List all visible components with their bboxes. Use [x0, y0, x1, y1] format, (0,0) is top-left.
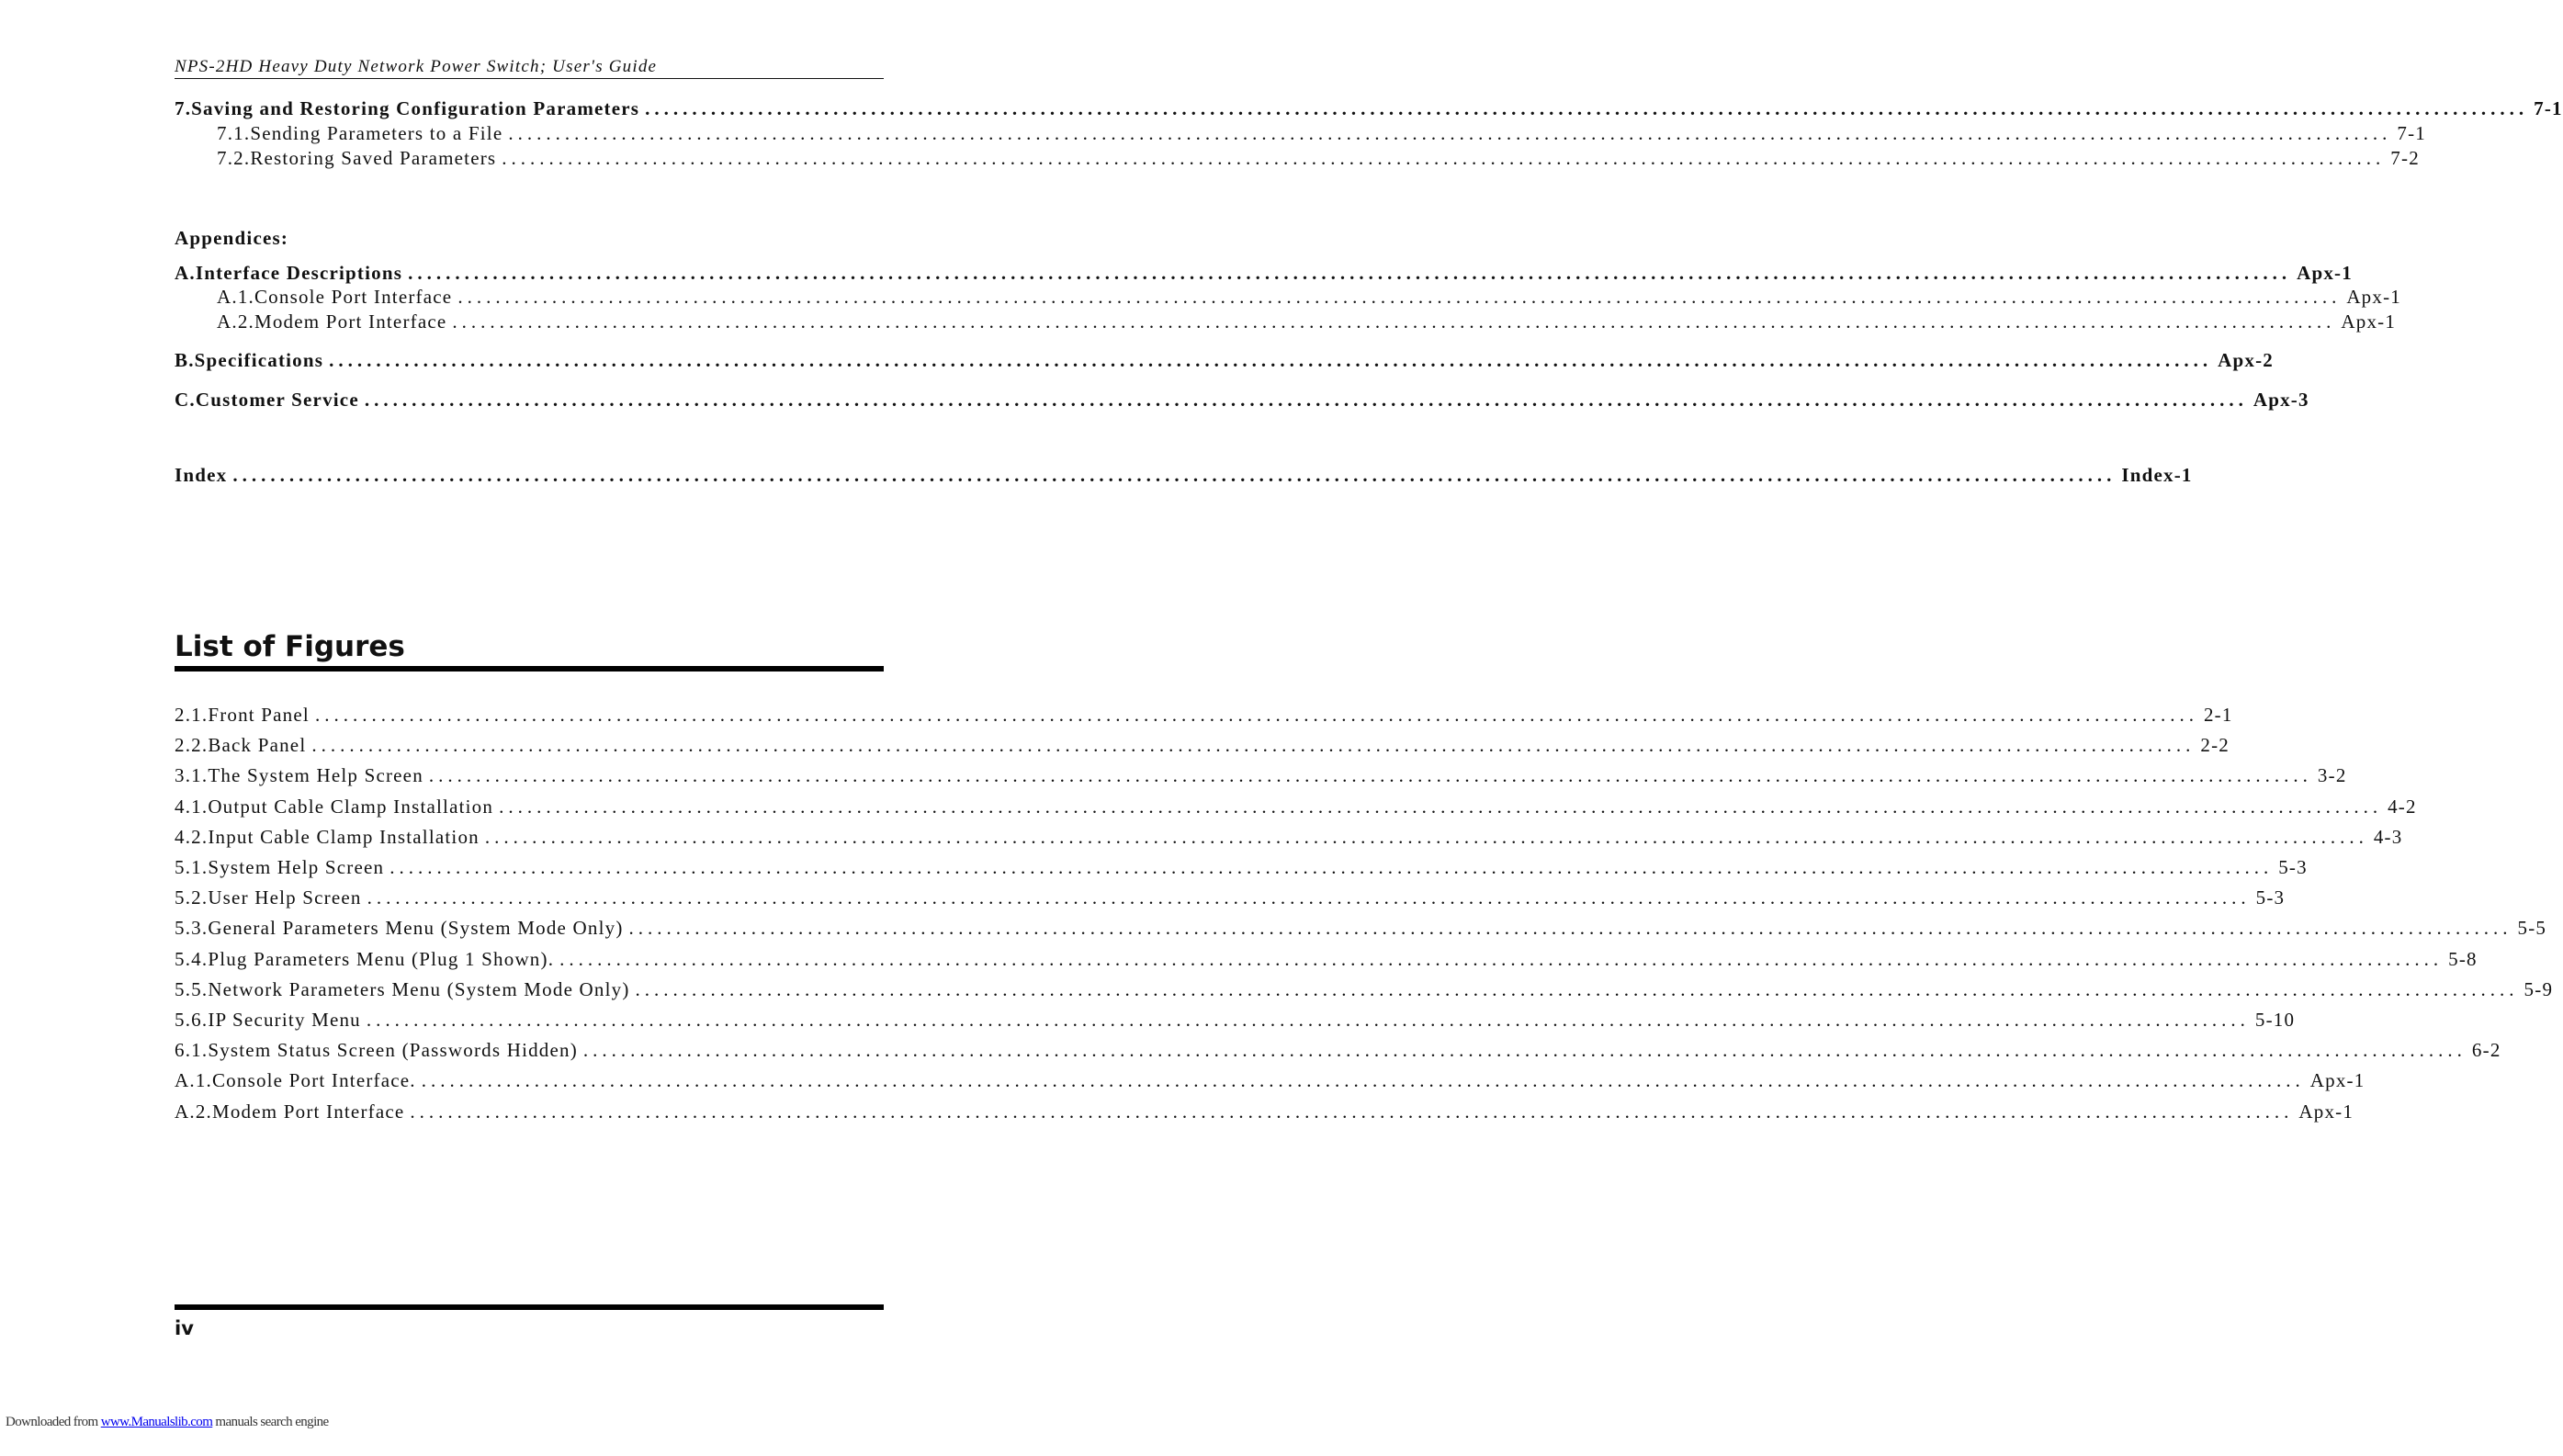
entry-label: Network Parameters Menu (System Mode Only)	[208, 977, 630, 1000]
toc-entry[interactable]	[217, 310, 2397, 333]
running-header: NPS-2HD Heavy Duty Network Power Switch; User's Guide	[175, 57, 884, 79]
entry-number: A.1.	[217, 286, 254, 308]
entry-number: 5.1.	[175, 856, 209, 878]
entry-page: Apx-3	[2253, 389, 2309, 411]
entry-number: 6.1.	[175, 1039, 209, 1062]
manualslib-link[interactable]: www.Manualslib.com	[100, 1415, 213, 1429]
toc-entry[interactable]	[175, 734, 2230, 757]
dot-leader: ........................................................................................................................................................................................................	[311, 734, 2196, 757]
entry-label: Modem Port Interface	[211, 1100, 405, 1123]
toc-entry[interactable]	[175, 1039, 2501, 1062]
entry-label: System Help Screen	[208, 856, 385, 878]
footer-rule	[175, 1304, 884, 1310]
entry-label: System Status Screen (Passwords Hidden)	[208, 1039, 578, 1062]
toc-entry[interactable]	[175, 764, 2347, 787]
entry-number: C.	[175, 389, 196, 411]
entry-number: 5.2.	[175, 886, 209, 909]
toc-entry[interactable]	[175, 389, 2309, 412]
entry-number: 4.1.	[175, 795, 209, 818]
toc-entry[interactable]	[175, 917, 2547, 940]
entry-number: 5.4.	[175, 947, 209, 970]
footer-suffix: manuals search engine	[212, 1415, 329, 1429]
toc-entry[interactable]	[175, 97, 2563, 120]
toc-entry[interactable]	[175, 1069, 2365, 1092]
dot-leader: ........................................................................................................................................................................................................	[367, 886, 2251, 909]
dot-leader: ........................................................................................................................................................................................................	[410, 1100, 2294, 1123]
entry-page: 2-2	[2200, 734, 2230, 757]
entry-page: 7-1	[2397, 122, 2426, 144]
dot-leader: ........................................................................................................................................................................................................	[408, 262, 2292, 284]
toc-entry[interactable]	[175, 704, 2233, 727]
entry-label: Index	[175, 464, 228, 486]
dot-leader: ........................................................................................................................................................................................................	[232, 464, 2117, 486]
entry-label: User Help Screen	[208, 886, 362, 909]
entry-label: Back Panel	[208, 734, 307, 757]
entry-page: 5-10	[2254, 1009, 2296, 1031]
entry-number: 5.6.	[175, 1009, 209, 1031]
dot-leader: ........................................................................................................................................................................................................	[559, 947, 2444, 970]
title-rule	[175, 666, 884, 672]
toc-entry[interactable]	[217, 286, 2401, 309]
dot-leader: ........................................................................................................................................................................................................	[457, 286, 2342, 308]
entry-page: Index-1	[2121, 464, 2193, 486]
dot-leader: ........................................................................................................................................................................................................	[582, 1039, 2467, 1062]
dot-leader: ........................................................................................................................................................................................................	[645, 97, 2529, 119]
dot-leader: ........................................................................................................................................................................................................	[484, 825, 2368, 848]
footer-prefix: Downloaded from	[6, 1415, 101, 1429]
entry-label: Sending Parameters to a File	[250, 122, 503, 144]
dot-leader: ........................................................................................................................................................................................................	[628, 917, 2512, 940]
entry-page: 4-2	[2388, 795, 2417, 818]
entry-number: 7.	[175, 97, 192, 119]
dot-leader: ........................................................................................................................................................................................................	[314, 704, 2198, 726]
entry-label: Saving and Restoring Configuration Parameters	[191, 97, 640, 119]
entry-number: 7.1.	[217, 122, 251, 144]
entry-page: 3-2	[2317, 764, 2347, 787]
entry-page: Apx-1	[2298, 1100, 2354, 1123]
toc-entry[interactable]	[175, 349, 2274, 372]
toc-entry[interactable]	[175, 464, 2193, 487]
entry-label: Console Port Interface	[254, 286, 453, 308]
dot-leader: ........................................................................................................................................................................................................	[390, 856, 2274, 878]
dot-leader: ........................................................................................................................................................................................................	[499, 795, 2383, 818]
toc-entry[interactable]	[175, 825, 2403, 849]
entry-number: 4.2.	[175, 825, 209, 848]
dot-leader: ........................................................................................................................................................................................................	[364, 389, 2248, 411]
entry-page: 5-3	[2278, 856, 2308, 878]
entry-label: The System Help Screen	[208, 764, 423, 787]
entry-label: Console Port Interface.	[211, 1069, 416, 1092]
entry-page: 5-5	[2517, 917, 2547, 940]
page-number: iv	[175, 1317, 194, 1339]
entry-label: Restoring Saved Parameters	[250, 147, 497, 169]
dot-leader: ........................................................................................................................................................................................................	[421, 1069, 2305, 1092]
entry-number: 5.3.	[175, 917, 209, 940]
toc-entry[interactable]	[175, 795, 2417, 818]
entry-number: A.2.	[217, 310, 254, 333]
dot-leader: ........................................................................................................................................................................................................	[329, 349, 2213, 371]
entry-label: Plug Parameters Menu (Plug 1 Shown).	[208, 947, 555, 970]
entry-label: Specifications	[194, 349, 324, 371]
toc-entry[interactable]	[217, 122, 2426, 145]
toc-entry[interactable]	[175, 977, 2554, 1001]
toc-entry[interactable]	[175, 1009, 2296, 1032]
entry-label: Output Cable Clamp Installation	[208, 795, 494, 818]
entry-number: 3.1.	[175, 764, 209, 787]
appendices-heading: Appendices:	[175, 227, 289, 249]
entry-page: Apx-1	[2341, 310, 2397, 333]
dot-leader: ........................................................................................................................................................................................................	[428, 764, 2312, 787]
entry-number: B.	[175, 349, 195, 371]
entry-label: General Parameters Menu (System Mode Only)	[208, 917, 624, 940]
toc-entry[interactable]	[175, 886, 2286, 909]
entry-number: A.2.	[175, 1100, 212, 1123]
entry-label: IP Security Menu	[208, 1009, 361, 1031]
entry-number: 2.1.	[175, 704, 209, 726]
entry-page: Apx-1	[2309, 1069, 2365, 1092]
download-footer	[6, 1415, 329, 1430]
entry-number: A.	[175, 262, 196, 284]
list-of-figures-title: List of Figures	[175, 630, 405, 663]
entry-page: Apx-2	[2218, 349, 2274, 371]
entry-page: 5-9	[2523, 977, 2554, 1000]
entry-label: Customer Service	[195, 389, 359, 411]
dot-leader: ........................................................................................................................................................................................................	[366, 1009, 2250, 1031]
toc-entry[interactable]	[175, 1100, 2354, 1123]
entry-label: Input Cable Clamp Installation	[208, 825, 480, 848]
entry-label: Interface Descriptions	[195, 262, 403, 284]
entry-page: 6-2	[2471, 1039, 2501, 1062]
dot-leader: ........................................................................................................................................................................................................	[508, 122, 2392, 144]
entry-number: 2.2.	[175, 734, 209, 757]
entry-page: 2-1	[2203, 704, 2233, 726]
toc-entry[interactable]	[175, 856, 2308, 879]
dot-leader: ........................................................................................................................................................................................................	[452, 310, 2336, 333]
entry-page: Apx-1	[2346, 286, 2401, 308]
entry-label: Modem Port Interface	[254, 310, 447, 333]
entry-page: 4-3	[2373, 825, 2403, 848]
entry-page: 7-1	[2534, 97, 2563, 119]
entry-number: A.1.	[175, 1069, 212, 1092]
entry-page: 7-2	[2390, 147, 2420, 169]
toc-entry[interactable]	[175, 262, 2353, 285]
dot-leader: ........................................................................................................................................................................................................	[502, 147, 2386, 169]
entry-page: Apx-1	[2297, 262, 2353, 284]
toc-entry[interactable]	[175, 947, 2478, 971]
entry-page: 5-8	[2448, 947, 2478, 970]
entry-number: 5.5.	[175, 977, 209, 1000]
entry-number: 7.2.	[217, 147, 251, 169]
entry-label: Front Panel	[208, 704, 310, 726]
toc-entry[interactable]	[217, 147, 2420, 170]
dot-leader: ........................................................................................................................................................................................................	[635, 977, 2519, 1000]
entry-page: 5-3	[2255, 886, 2286, 909]
